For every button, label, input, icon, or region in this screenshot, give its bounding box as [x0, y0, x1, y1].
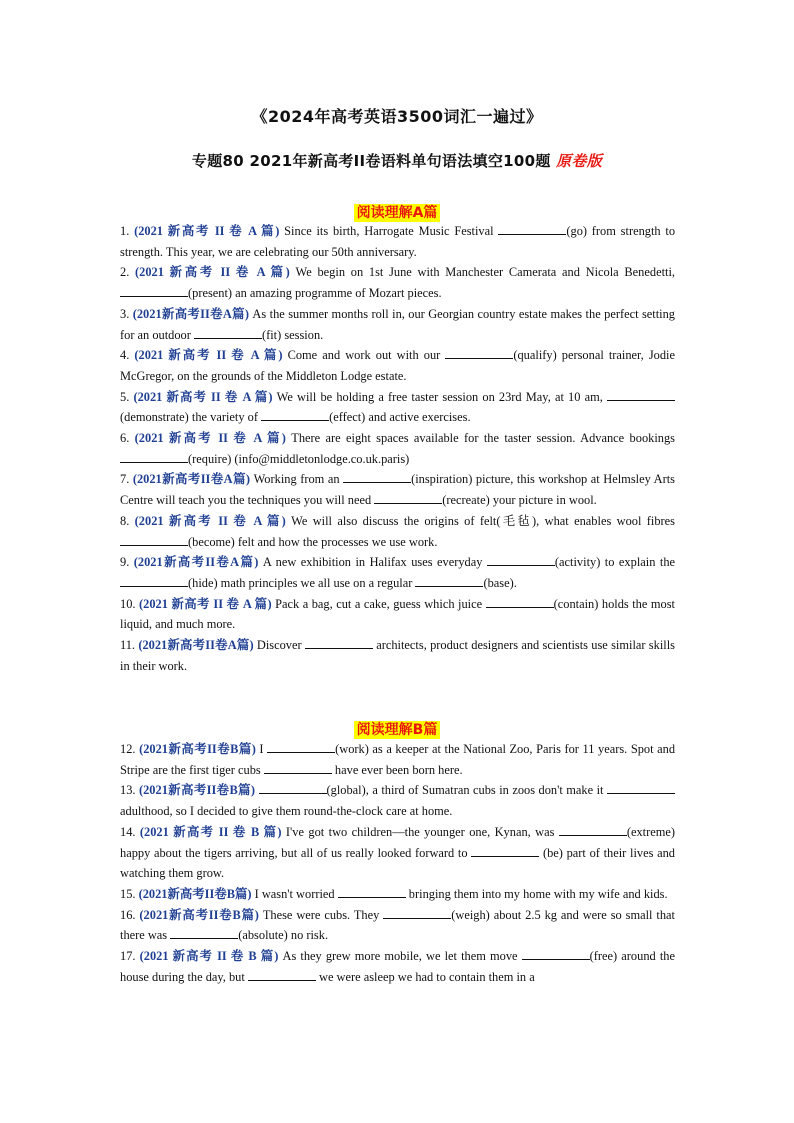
question-number: 4. — [120, 348, 135, 363]
answer-blank[interactable] — [194, 326, 262, 339]
section-a-questions — [120, 221, 675, 676]
answer-blank[interactable] — [120, 533, 188, 546]
question-text: (contain) holds the most liquid, and much more. — [120, 596, 675, 632]
question-text: (demonstrate) the variety of — [120, 410, 262, 425]
question-source: (2021新高考II卷B篇) — [138, 783, 256, 798]
question-source: (2021 新高考 II 卷 A 篇) — [139, 596, 272, 611]
section-a-heading — [0, 202, 794, 222]
question-source: (2021 新高考 II 卷 A 篇) — [134, 224, 280, 238]
question-text: (present) an amazing programme of Mozart pieces. — [188, 286, 442, 301]
question-text: We will be holding a free taster session on 23rd May, at 10 am, — [272, 389, 608, 404]
question-item — [120, 822, 675, 884]
question-text: (hide) math principles we all use on a regular — [188, 575, 416, 590]
question-item — [120, 635, 675, 676]
question-number: 5. — [120, 389, 134, 404]
question-text: (become) felt and how the processes we use work. — [188, 534, 438, 549]
question-number: 16. — [120, 907, 140, 922]
question-text: Come and work out with our — [282, 348, 446, 363]
question-text: (fit) session. — [261, 327, 324, 342]
answer-blank[interactable] — [343, 470, 411, 483]
answer-blank[interactable] — [607, 781, 675, 794]
subtitle-version-label: 原卷版 — [556, 152, 603, 170]
question-number: 17. — [120, 949, 140, 964]
question-number: 8. — [120, 513, 135, 528]
question-text: Pack a bag, cut a cake, guess which juice — [271, 596, 486, 611]
question-text: (be) part of their lives and watching them grow. — [120, 845, 676, 881]
question-text: As the summer months roll in, our Georgian country estate makes the perfect setting for an outdoor — [120, 306, 675, 342]
question-number: 2. — [120, 265, 136, 280]
question-text: (weigh) about 2.5 kg and were so small that there was — [120, 907, 675, 943]
question-item — [120, 905, 675, 946]
question-number: 7. — [120, 472, 133, 487]
answer-blank[interactable] — [338, 885, 406, 898]
question-item — [120, 304, 675, 345]
question-number: 14. — [120, 824, 140, 839]
question-text: Since its birth, Harrogate Music Festival — [279, 224, 499, 238]
document-title: 《2024年高考英语3500词汇一遍过》 — [251, 107, 543, 126]
question-number: 10. — [120, 596, 140, 611]
answer-blank[interactable] — [374, 491, 442, 504]
question-source: (2021 新高考 II 卷 B 篇) — [139, 949, 279, 964]
question-text: bringing them into my home with my wife and kids. — [405, 886, 668, 901]
answer-blank[interactable] — [259, 781, 327, 794]
question-item — [120, 387, 675, 428]
question-text: (require) (info@middletonlodge.co.uk.paris) — [188, 451, 410, 466]
question-number: 6. — [120, 431, 135, 446]
answer-blank[interactable] — [498, 222, 566, 235]
question-item — [120, 780, 675, 821]
question-source: (2021 新高考 II 卷 A 篇) — [133, 389, 273, 404]
question-source: (2021 新高考 II 卷 A 篇) — [134, 348, 283, 363]
question-text: have ever been born here. — [331, 762, 463, 777]
question-item — [120, 594, 675, 635]
question-text: (effect) and active exercises. — [329, 410, 471, 425]
question-text: (qualify) personal trainer, Jodie McGregor, on the grounds of the Middleton Lodge estate. — [120, 348, 675, 383]
question-number: 12. — [120, 742, 140, 756]
answer-blank[interactable] — [120, 450, 188, 463]
question-text: (activity) to explain the — [554, 555, 676, 570]
section-b-heading — [0, 719, 794, 739]
question-text: Working from an — [250, 472, 344, 487]
question-item — [120, 739, 675, 780]
question-text: architects, product designers and scientists use similar skills in their work. — [120, 638, 675, 673]
question-text: I — [255, 742, 268, 756]
question-text: There are eight spaces available for the taster session. Advance bookings — [285, 431, 675, 446]
question-number: 9. — [120, 555, 134, 570]
answer-blank[interactable] — [487, 553, 555, 566]
question-source: (2021新高考II卷B篇) — [139, 742, 256, 756]
question-source: (2021 新高考 II 卷 A 篇) — [134, 513, 286, 528]
question-item — [120, 946, 675, 987]
question-source: (2021新高考II卷B篇) — [139, 907, 259, 922]
answer-blank[interactable] — [522, 947, 590, 960]
question-source: (2021 新高考 II 卷 A 篇) — [135, 265, 290, 280]
question-item — [120, 884, 675, 905]
question-source: (2021 新高考 II 卷 A 篇) — [134, 431, 286, 446]
question-text: As they grew more mobile, we let them move — [278, 949, 522, 964]
question-source: (2021 新高考 II 卷 B 篇) — [139, 824, 282, 839]
question-source: (2021新高考II卷A篇) — [133, 555, 259, 570]
question-item — [120, 552, 675, 593]
answer-blank[interactable] — [445, 346, 513, 359]
question-text: (free) around the house during the day, but — [120, 949, 675, 984]
section-b-title: 阅读理解B篇 — [354, 721, 441, 739]
answer-blank[interactable] — [264, 761, 332, 774]
question-text: adulthood, so I decided to give them round-the-clock care at home. — [120, 804, 453, 819]
question-text: (absolute) no risk. — [238, 928, 329, 943]
question-text: (base). — [483, 575, 517, 590]
answer-blank[interactable] — [170, 926, 238, 939]
question-number: 1. — [120, 224, 135, 238]
question-number: 15. — [120, 886, 139, 901]
question-text: A new exhibition in Halifax uses everyday — [258, 555, 487, 570]
question-text: (inspiration) picture, this workshop at Helmsley Arts Centre will teach you the techniques you will need — [120, 472, 675, 508]
question-source: (2021新高考II卷A篇) — [138, 638, 254, 653]
question-text: We begin on 1st June with Manchester Camerata and Nicola Benedetti, — [289, 265, 675, 280]
answer-blank[interactable] — [261, 408, 329, 421]
question-text: I've got two children—the younger one, Kynan, was — [281, 824, 559, 839]
question-text: (go) from strength to strength. This year, we are celebrating our 50th anniversary. — [120, 224, 676, 259]
question-item — [120, 262, 675, 303]
question-item — [120, 469, 675, 510]
question-text: (extreme) happy about the tigers arriving, but all of us really looked forward to — [120, 824, 675, 860]
answer-blank[interactable] — [120, 284, 188, 297]
answer-blank[interactable] — [415, 574, 483, 587]
question-text: Discover — [253, 638, 305, 653]
answer-blank[interactable] — [471, 844, 539, 857]
question-number: 13. — [120, 783, 139, 798]
question-text: (work) as a keeper at the National Zoo, Paris for 11 years. Spot and Stripe are the first tiger cubs — [120, 742, 676, 777]
question-number: 11. — [120, 638, 139, 653]
question-source: (2021新高考II卷B篇) — [138, 886, 252, 901]
answer-blank[interactable] — [120, 574, 188, 587]
answer-blank[interactable] — [559, 823, 627, 836]
section-a-title: 阅读理解A篇 — [354, 204, 441, 222]
question-item — [120, 511, 675, 552]
answer-blank[interactable] — [486, 595, 554, 608]
question-text: I wasn't worried — [251, 886, 338, 901]
question-text: (global), a third of Sumatran cubs in zoos don't make it — [326, 783, 607, 798]
question-item — [120, 428, 675, 469]
question-text: These were cubs. They — [258, 907, 384, 922]
answer-blank[interactable] — [248, 968, 316, 981]
question-source: (2021新高考II卷A篇) — [132, 306, 249, 321]
answer-blank[interactable] — [607, 388, 675, 401]
answer-blank[interactable] — [267, 740, 335, 753]
section-b-questions — [120, 739, 675, 987]
question-item — [120, 345, 675, 386]
subtitle-main: 专题80 2021年新高考II卷语料单句语法填空100题 — [191, 152, 551, 170]
question-text: We will also discuss the origins of felt(毛毡), what enables wool fibres — [285, 513, 675, 528]
question-text: we were asleep we had to contain them in a — [315, 969, 535, 984]
document-subtitle — [0, 150, 794, 171]
question-number: 3. — [120, 306, 133, 321]
answer-blank[interactable] — [305, 636, 373, 649]
question-text: (recreate) your picture in wool. — [442, 493, 597, 508]
answer-blank[interactable] — [383, 906, 451, 919]
question-item — [120, 221, 675, 262]
question-source: (2021新高考II卷A篇) — [132, 472, 251, 487]
